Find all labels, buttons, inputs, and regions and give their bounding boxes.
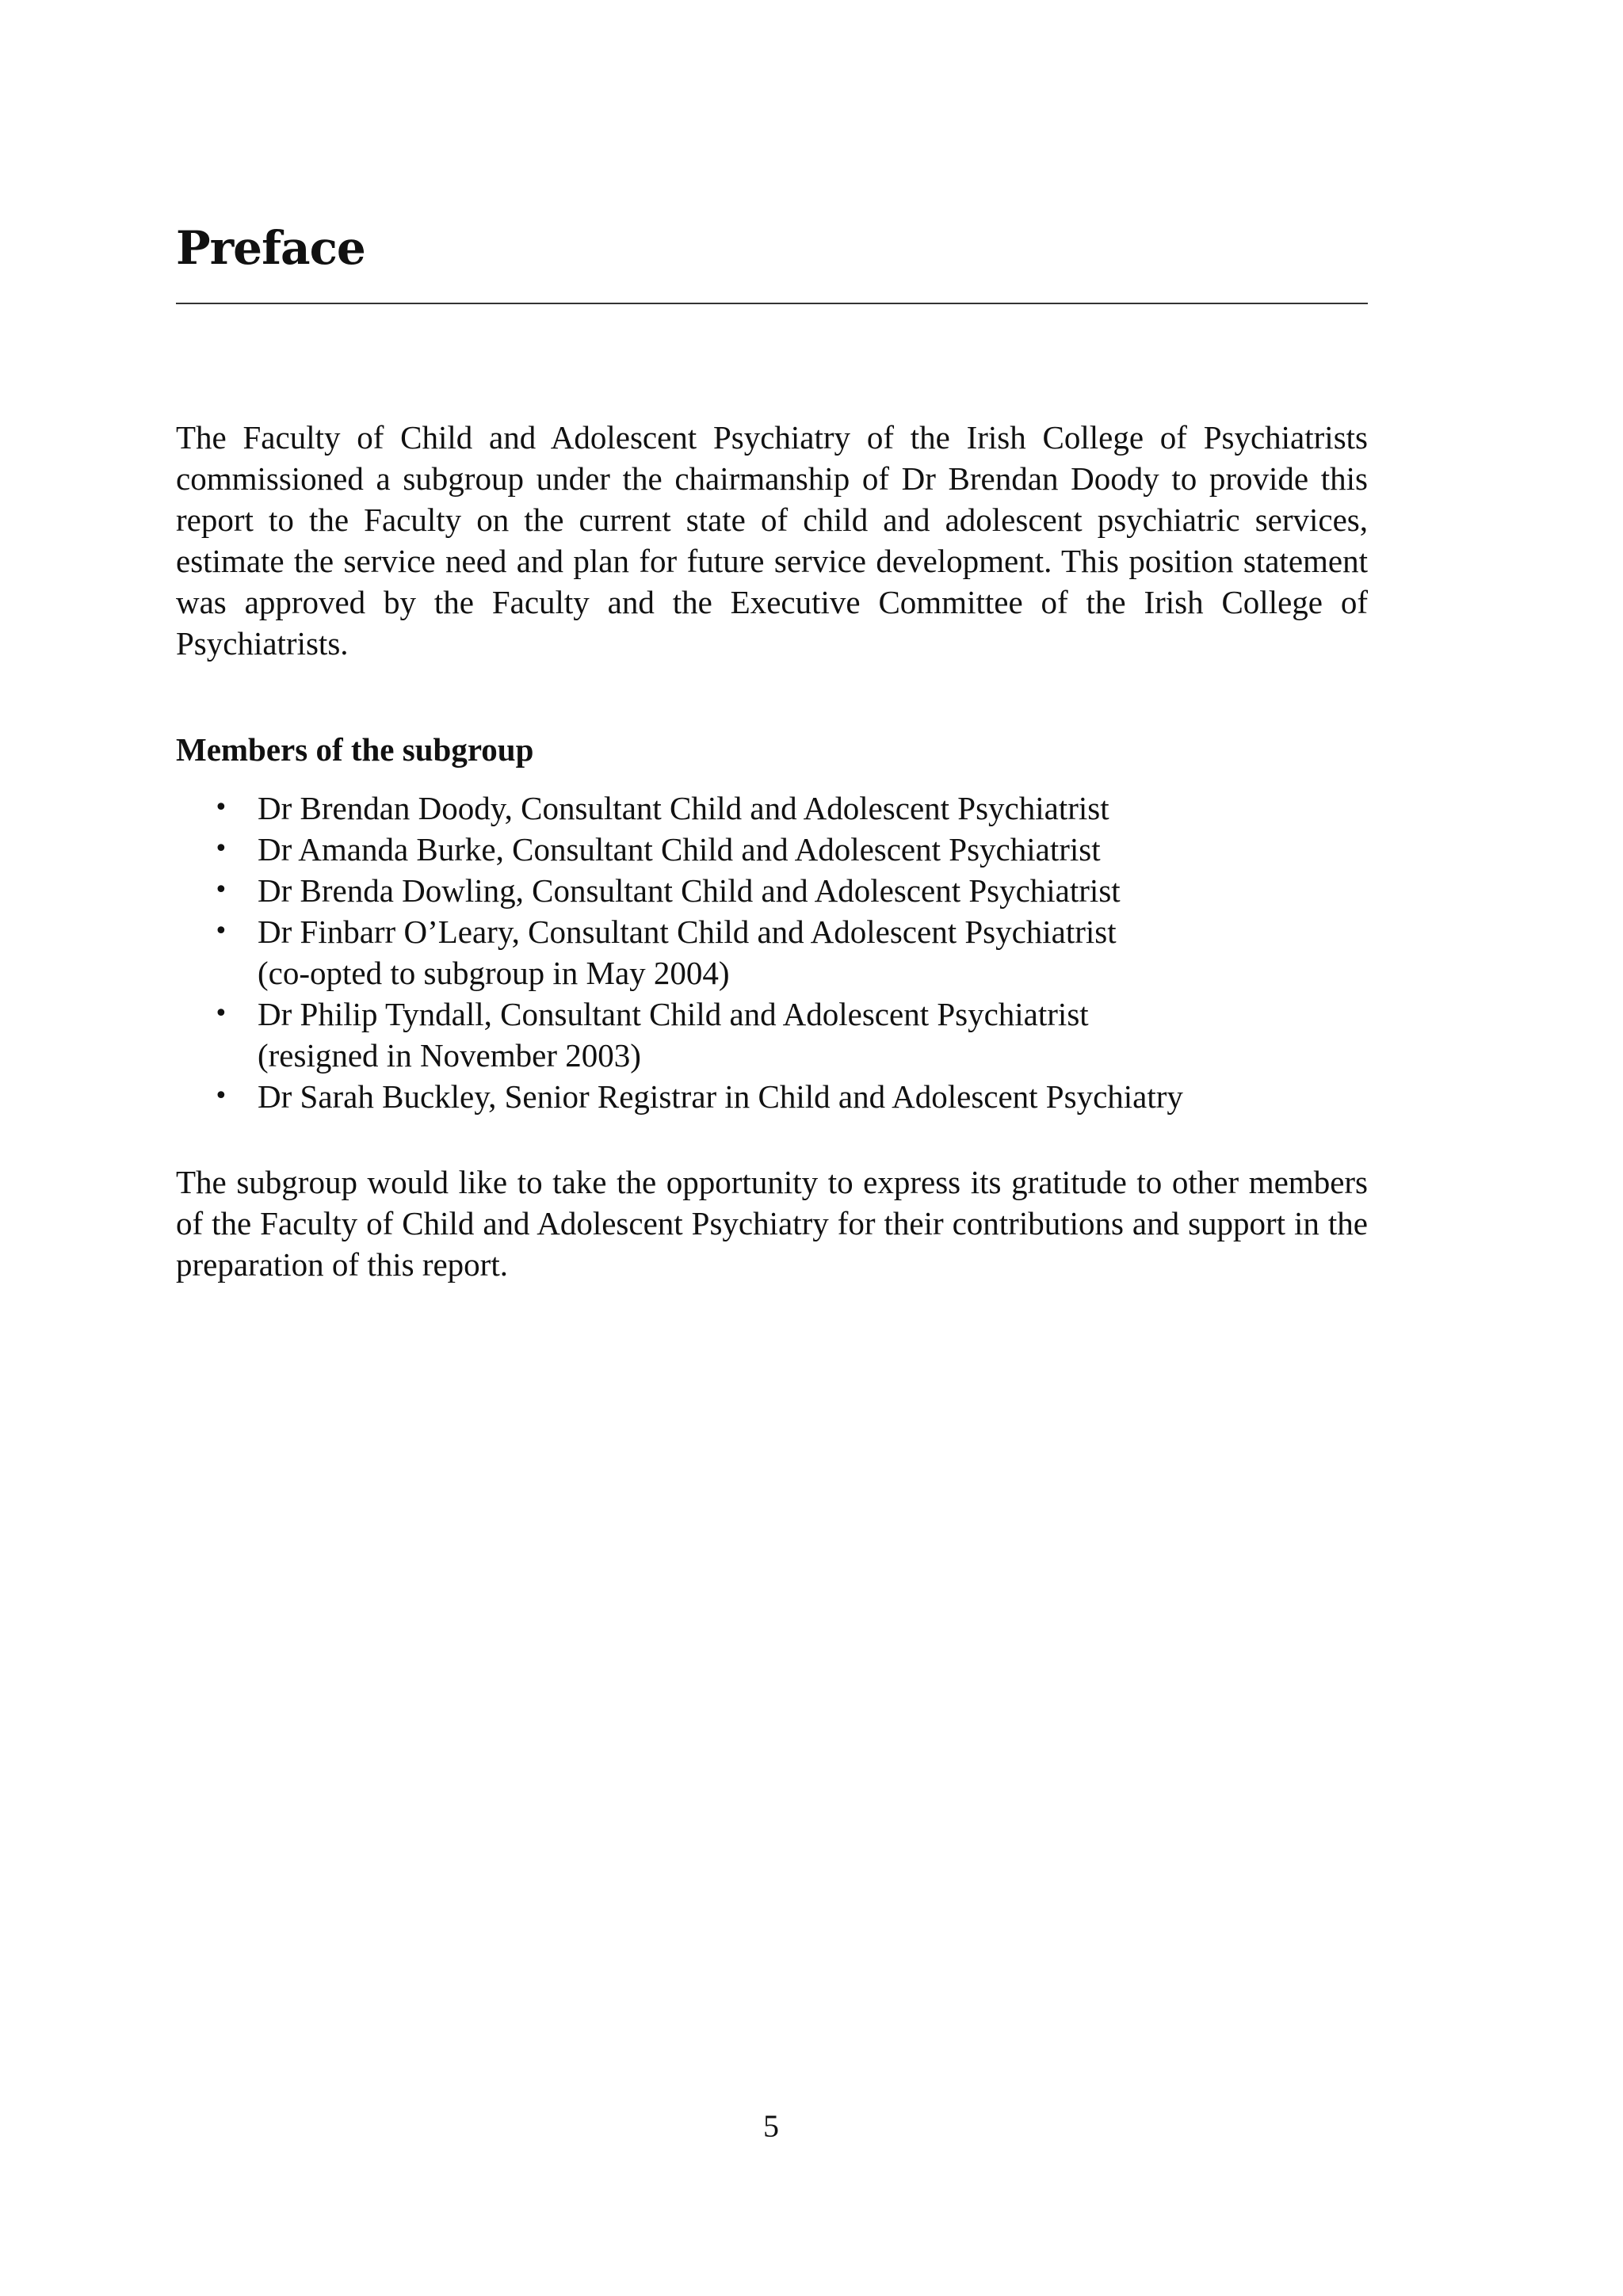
list-item	[176, 994, 1368, 1076]
members-heading: Members of the subgroup	[176, 731, 534, 768]
bullet-icon: •	[214, 1000, 228, 1028]
list-item	[176, 788, 1368, 829]
list-item	[176, 829, 1368, 870]
member-name: Dr Brenda Dowling, Consultant Child and Adolescent Psychiatrist	[258, 872, 1121, 909]
member-name: Dr Amanda Burke, Consultant Child and Adolescent Psychiatrist	[258, 831, 1101, 868]
member-note: (resigned in November 2003)	[258, 1037, 641, 1074]
bullet-icon: •	[214, 835, 228, 863]
member-name: Dr Finbarr O’Leary, Consultant Child and Adolescent Psychiatrist	[258, 913, 1117, 950]
intro-paragraph: The Faculty of Child and Adolescent Psychiatry of the Irish College of Psychiatrists commissioned a subgroup under the chairmanship of Dr Brendan Doody to provide this report to the Faculty on the current state of child and adolescent psychiatric services, estimate the service need and plan for future service development. This position statement was approved by the Faculty and the Executive Committee of the Irish College of Psychiatrists.	[176, 419, 1368, 662]
member-note: (co-opted to subgroup in May 2004)	[258, 955, 730, 991]
member-name: Dr Philip Tyndall, Consultant Child and Adolescent Psychiatrist	[258, 996, 1089, 1032]
bullet-icon: •	[214, 876, 228, 904]
page-title: Preface	[176, 221, 365, 275]
bullet-icon: •	[214, 794, 228, 822]
list-item	[176, 870, 1368, 911]
member-name: Dr Brendan Doody, Consultant Child and Adolescent Psychiatrist	[258, 790, 1109, 826]
member-name: Dr Sarah Buckley, Senior Registrar in Child and Adolescent Psychiatry	[258, 1078, 1183, 1115]
bullet-icon: •	[214, 1082, 228, 1110]
members-list	[176, 788, 1368, 1117]
page-number: 5	[763, 2108, 779, 2144]
title-divider	[176, 303, 1368, 304]
list-item	[176, 911, 1368, 994]
bullet-icon: •	[214, 917, 228, 945]
closing-paragraph: The subgroup would like to take the opportunity to express its gratitude to other members of the Faculty of Child and Adolescent Psychiatry for their contributions and support in the preparation of this report.	[176, 1164, 1368, 1283]
list-item	[176, 1076, 1368, 1117]
